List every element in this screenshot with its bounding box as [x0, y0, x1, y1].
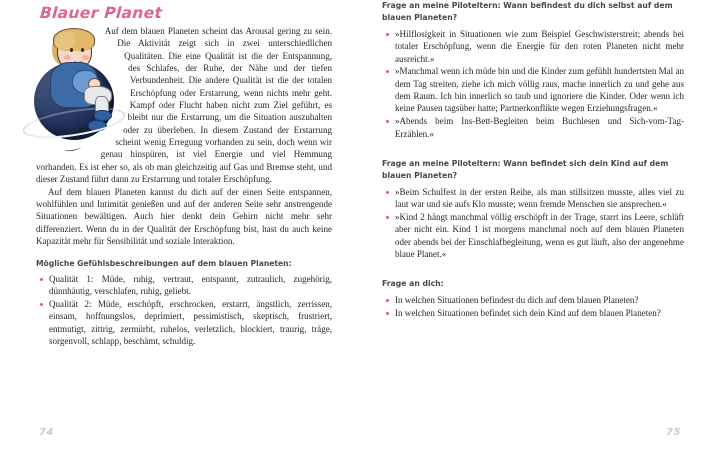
list-item: »Beim Schulfest in der ersten Reihe, als man stillsitzen musste, alles viel zu laut war und sie aufs Klo musste; wenn fremde Menschen sie ansprechen.« — [382, 186, 684, 211]
list-item: Qualität 2: Müde, erschöpft, erschrocken, erstarrt, ängstlich, zerrissen, einsam, hoffnungslos, deprimiert, pessimistisch, skeptisch, frustriert, entmutigt, zittrig, zermürbt, ruhelos, verletzlich, blockiert, traurig, träge, sorgenvoll, schlapp, beschämt, schuldig. — [36, 298, 332, 347]
body-paragraph: Auf dem blauen Planeten kannst du dich auf der einen Seite entspannen, wohlfühlen und Intimität genießen und auf der anderen Seite sehr anstrengende Situationen bewältigen. Auch hier denkt dein Gehirn nicht mehr sehr differenziert. Wenn du in der Qualität der Erschöpfung bist, hast du auch keine Kapazität mehr für Sensibilität und soziale Interaktion. — [36, 186, 332, 246]
feelings-heading: Mögliche Gefühlsbeschreibungen auf dem blauen Planeten: — [36, 259, 292, 269]
feelings-list — [36, 273, 332, 348]
list-item: »Manchmal wenn ich müde bin und die Kinder zum gefühlt hundertsten Mal an dem Tag streiten, ziehe ich mich völlig raus, mache innerlich zu und gehe aus dem Raum. Ich bin innerlich so taub und ignoriere die Kinder. Oder wenn ich keine Pausen tagsüber hatte; Partnerkonflikte wegen Erziehungsfragen.« — [382, 65, 684, 114]
answers-list-parent-self — [382, 28, 684, 140]
page-title: Blauer Planet — [39, 4, 163, 22]
reader-questions-list — [382, 294, 684, 319]
ground-squiggle-mark — [64, 143, 82, 152]
question-heading-child: Frage an meine Piloteltern: Wann befindet sich dein Kind auf dem blauen Planeten? — [382, 158, 669, 181]
list-item: »Abends beim Ins-Bett-Begleiten beim Buchlesen und Sich-vom-Tag-Erzählen.« — [382, 115, 684, 140]
page-number-right: 75 — [666, 427, 681, 438]
question-heading-parent-self: Frage an meine Piloteltern: Wann befindest du dich selbst auf dem blauen Planeten? — [382, 1, 673, 23]
list-item: »Hilflosigkeit in Situationen wie zum Beispiel Geschwisterstreit; abends bei totaler Erschöpfung, wenn die Energie für den roten Planeten nicht mehr ausreicht.« — [382, 28, 684, 65]
right-page — [360, 0, 720, 452]
page-number-left: 74 — [39, 427, 54, 438]
child-on-planet-illustration — [28, 26, 126, 154]
question-heading-reader: Frage an dich: — [382, 279, 444, 289]
list-item: In welchen Situationen befindest du dich auf dem blauen Planeten? — [382, 294, 684, 306]
list-item: Qualität 1: Müde, ruhig, vertraut, entspannt, zutraulich, zugehörig, dünnhäutig, verschlafen, ruhig, geliebt. — [36, 273, 332, 298]
answers-list-child — [382, 186, 684, 261]
list-item: »Kind 2 hängt manchmal völlig erschöpft in der Trage, starrt ins Leere, schläft aber nicht ein. Kind 1 ist morgens manchmal noch auf dem blauen Planeten oder abends bei der Einschlafbegleitung, wenn es gut läuft, also der angenehme blaue Planet.« — [382, 211, 684, 260]
list-item: In welchen Situationen befindet sich dein Kind auf dem blauen Planeten? — [382, 307, 684, 319]
body-paragraph: Auf dem blauen Planeten scheint das Arousal gering zu sein. Die Aktivität zeigt sich in zwei unterschiedlichen Qualitäten. Die eine Qualität ist die der Entspannung, des Schlafes, der Ruhe, der Nähe und der tiefen Verbundenheit. Die andere Qualität ist die der totalen Erschöpfung oder Erstarrung, wenn nichts mehr geht. Kampf oder Flucht haben nicht zum Ziel geführt, es bleibt nur die Erstarrung, um die Situation auszuhalten oder zu überleben. In diesem Zustand der Erstarrung scheint wenig Erregung vorhanden zu sein, doch wenn wir genau hinspüren, ist viel Energie und viel Hemmung vorhanden. Es ist eher so, als ob man gleichzeitig auf Gas und Bremse steht, und dieser Zustand führt dann zu Erstarrung und totaler Erschöpfung. — [36, 26, 332, 185]
